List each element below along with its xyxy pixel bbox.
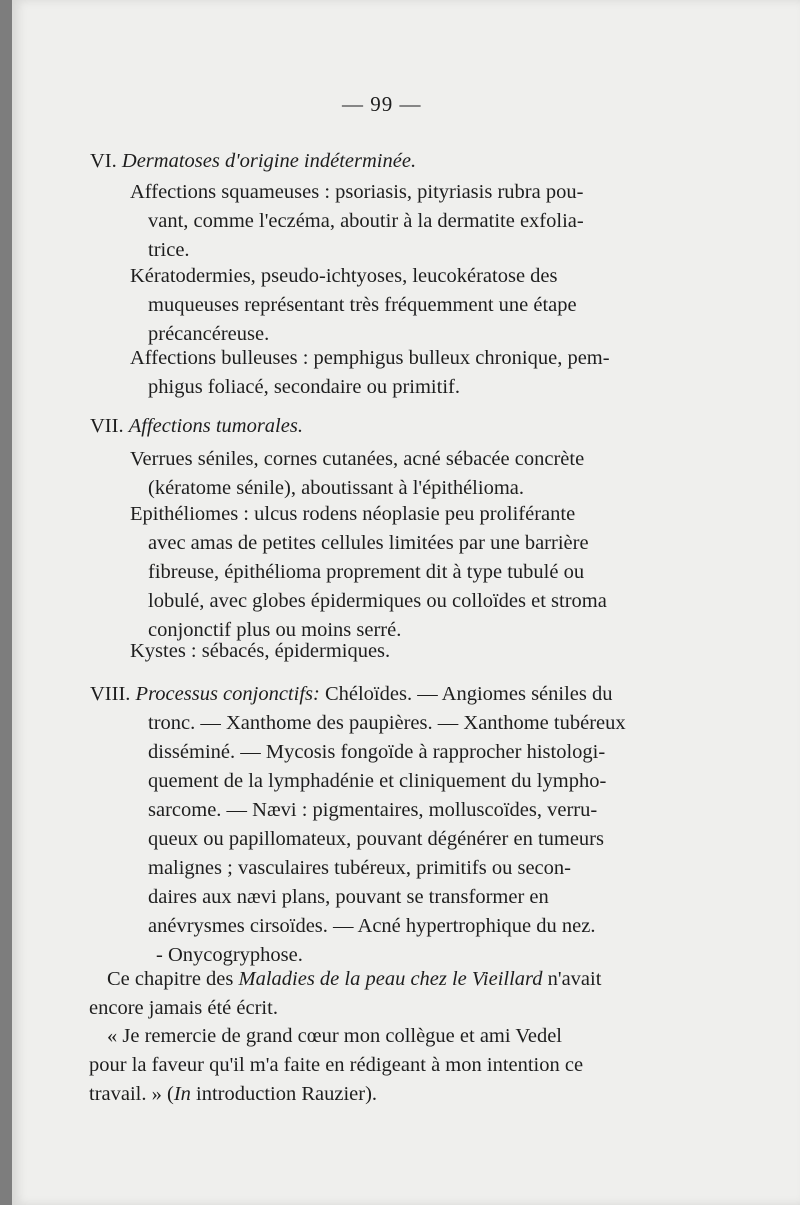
text-line: muqueuses représentant très fréquemment une étape [148, 294, 577, 316]
section-vii-paragraph-3 [130, 637, 390, 666]
text-line: trice. [148, 239, 190, 261]
text-line: Kystes : sébacés, épidermiques. [130, 640, 391, 662]
closing-line-1 [107, 965, 601, 994]
text-line: tronc. — Xanthome des paupières. — Xanthome tubéreux [148, 712, 626, 734]
book-title: Maladies de la peau chez le Vieillard [238, 968, 543, 990]
document-page [12, 0, 800, 1205]
text-line: phigus foliacé, secondaire ou primitif. [148, 376, 460, 398]
section-vii-paragraph-2 [130, 500, 607, 645]
text-line: précancéreuse. [148, 323, 270, 345]
section-vii-title: Affections tumorales. [128, 415, 303, 437]
text-line: avec amas de petites cellules limitées par une barrière [148, 532, 589, 554]
section-vi-title: Dermatoses d'origine indéterminée. [121, 150, 417, 172]
section-vii-heading [90, 415, 303, 438]
section-viii-title: Processus conjonctifs: [135, 683, 320, 705]
text-line: conjonctif plus ou moins serré. [148, 619, 402, 641]
closing-line-2: encore jamais été écrit. [89, 997, 278, 1019]
text-line: daires aux nævi plans, pouvant se transformer en [148, 886, 549, 908]
text-line: anévrysmes cirsoïdes. — Acné hypertrophique du nez. [148, 915, 596, 937]
text-line: sarcome. — Nævi : pigmentaires, molluscoïdes, verru- [148, 799, 598, 821]
text-line: disséminé. — Mycosis fongoïde à rapprocher histologi- [148, 741, 606, 763]
section-viii-number: VIII. [90, 683, 131, 705]
text-line: malignes ; vasculaires tubéreux, primitifs ou secon- [148, 857, 571, 879]
text-line: Verrues séniles, cornes cutanées, acné sébacée concrète [130, 448, 585, 470]
section-viii-paragraph [148, 709, 626, 970]
closing-text: n'avait [542, 968, 602, 990]
text-line: Epithéliomes : ulcus rodens néoplasie peu proliférante [130, 503, 576, 525]
section-viii-first-line: Chéloïdes. — Angiomes séniles du [319, 683, 613, 705]
text-line: queux ou papillomateux, pouvant dégénérer en tumeurs [148, 828, 604, 850]
quote-emphasis: In [173, 1083, 191, 1105]
quote-line-2: pour la faveur qu'il m'a faite en rédigeant à mon intention ce [89, 1054, 584, 1076]
section-vi-paragraph-3 [130, 344, 610, 402]
quote-line-3 [89, 1080, 377, 1109]
quote-line-1: « Je remercie de grand cœur mon collègue et ami Vedel [107, 1025, 562, 1047]
section-vi-paragraph-2 [130, 262, 577, 349]
text-line: vant, comme l'eczéma, aboutir à la dermatite exfolia- [148, 210, 584, 232]
text-line: quement de la lymphadénie et cliniquement du lympho- [148, 770, 607, 792]
quote-text: introduction Rauzier). [190, 1083, 378, 1105]
text-line: Affections bulleuses : pemphigus bulleux chronique, pem- [130, 347, 610, 369]
closing-text: Ce chapitre des [107, 968, 239, 990]
section-viii-heading [90, 680, 613, 709]
text-line: Kératodermies, pseudo-ichtyoses, leucokératose des [130, 265, 558, 287]
section-vii-number: VII. [90, 415, 124, 437]
text-line: fibreuse, épithélioma proprement dit à type tubulé ou [148, 561, 585, 583]
section-vi-number: VI. [90, 150, 117, 172]
section-vi-heading [90, 150, 416, 173]
text-line: lobulé, avec globes épidermiques ou colloïdes et stroma [148, 590, 607, 612]
text-line: - Onycogryphose. [156, 944, 303, 966]
page-number: — 99 — [342, 92, 422, 116]
section-vii-paragraph-1 [130, 445, 584, 503]
text-line: (kératome sénile), aboutissant à l'épithélioma. [148, 477, 524, 499]
section-vi-paragraph-1 [130, 178, 584, 265]
quote-text: travail. » ( [89, 1083, 174, 1105]
text-line: Affections squameuses : psoriasis, pityriasis rubra pou- [130, 181, 584, 203]
